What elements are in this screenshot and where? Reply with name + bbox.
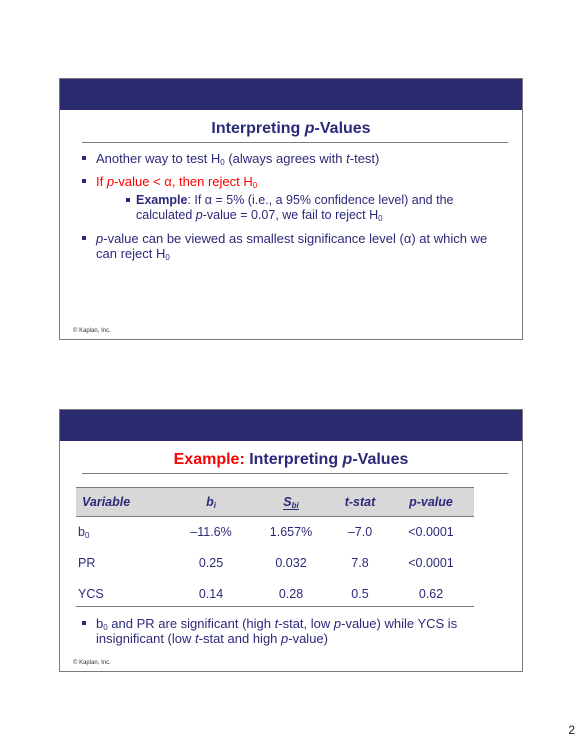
cell-variable: $b_0$ xyxy=(78,525,90,540)
cell-std-error: 0.28 xyxy=(278,587,304,601)
slide-header-band xyxy=(60,410,522,441)
bullet-another-way: Another way to test $H_0$ (always agrees with t-test) xyxy=(60,151,522,166)
cell-p-value: <0.0001 xyxy=(408,525,454,539)
cell-coefficient: 0.25 xyxy=(198,556,224,570)
cell-std-error: 1.657% xyxy=(269,525,313,539)
cell-t-stat: 0.5 xyxy=(351,587,369,601)
header-p-value: p-value xyxy=(409,495,453,509)
header-t-stat: t-stat xyxy=(344,495,376,509)
header-variable: Variable xyxy=(82,495,131,509)
cell-t-stat: –7.0 xyxy=(347,525,373,539)
table-header-row xyxy=(76,487,474,517)
bullet-list xyxy=(60,151,522,261)
bullet-significance-summary: $b_0$ and PR are significant (high t-stat, low p-value) while YCS is insignificant (low t-stat and high p-value) xyxy=(60,616,522,646)
slide-title: Example: Interpreting p-Values xyxy=(173,451,409,468)
sub-bullet-example: Example: If α = 5% (i.e., a 95% confidence level) and the calculated p-value = 0.07, we fail to reject $H_0$ xyxy=(60,193,522,223)
cell-variable: PR xyxy=(78,556,96,570)
bullet-significance-level: p-value can be viewed as smallest significance level (α) at which we can reject $H_0$ xyxy=(60,231,522,261)
regression-table xyxy=(76,487,474,610)
cell-coefficient: 0.14 xyxy=(198,587,224,601)
slide-title: Interpreting p-Values xyxy=(211,120,371,137)
title-divider xyxy=(82,142,508,143)
cell-variable: YCS xyxy=(78,587,104,601)
slide-example-p-values xyxy=(59,409,523,672)
table-row xyxy=(76,548,474,579)
cell-t-stat: 7.8 xyxy=(351,556,369,570)
header-coefficient: $b_i$ xyxy=(206,495,216,510)
copyright-text: © Kaplan, Inc. xyxy=(73,328,111,334)
bullet-reject-rule: If p-value < α, then reject $H_0$ xyxy=(60,174,522,189)
title-divider xyxy=(82,473,508,474)
table-row xyxy=(76,517,474,548)
cell-std-error: 0.032 xyxy=(275,556,307,570)
copyright-text: © Kaplan, Inc. xyxy=(73,660,111,666)
cell-p-value: 0.62 xyxy=(418,587,444,601)
page-number: 2 xyxy=(568,723,575,737)
cell-coefficient: –11.6% xyxy=(190,525,232,539)
slide-interpreting-p-values xyxy=(59,78,523,340)
cell-p-value: <0.0001 xyxy=(408,556,454,570)
table-bottom-rule xyxy=(76,606,474,607)
header-std-error: $S_{bi}$ xyxy=(283,495,299,510)
bullet-list xyxy=(60,608,522,646)
slide-header-band xyxy=(60,79,522,110)
